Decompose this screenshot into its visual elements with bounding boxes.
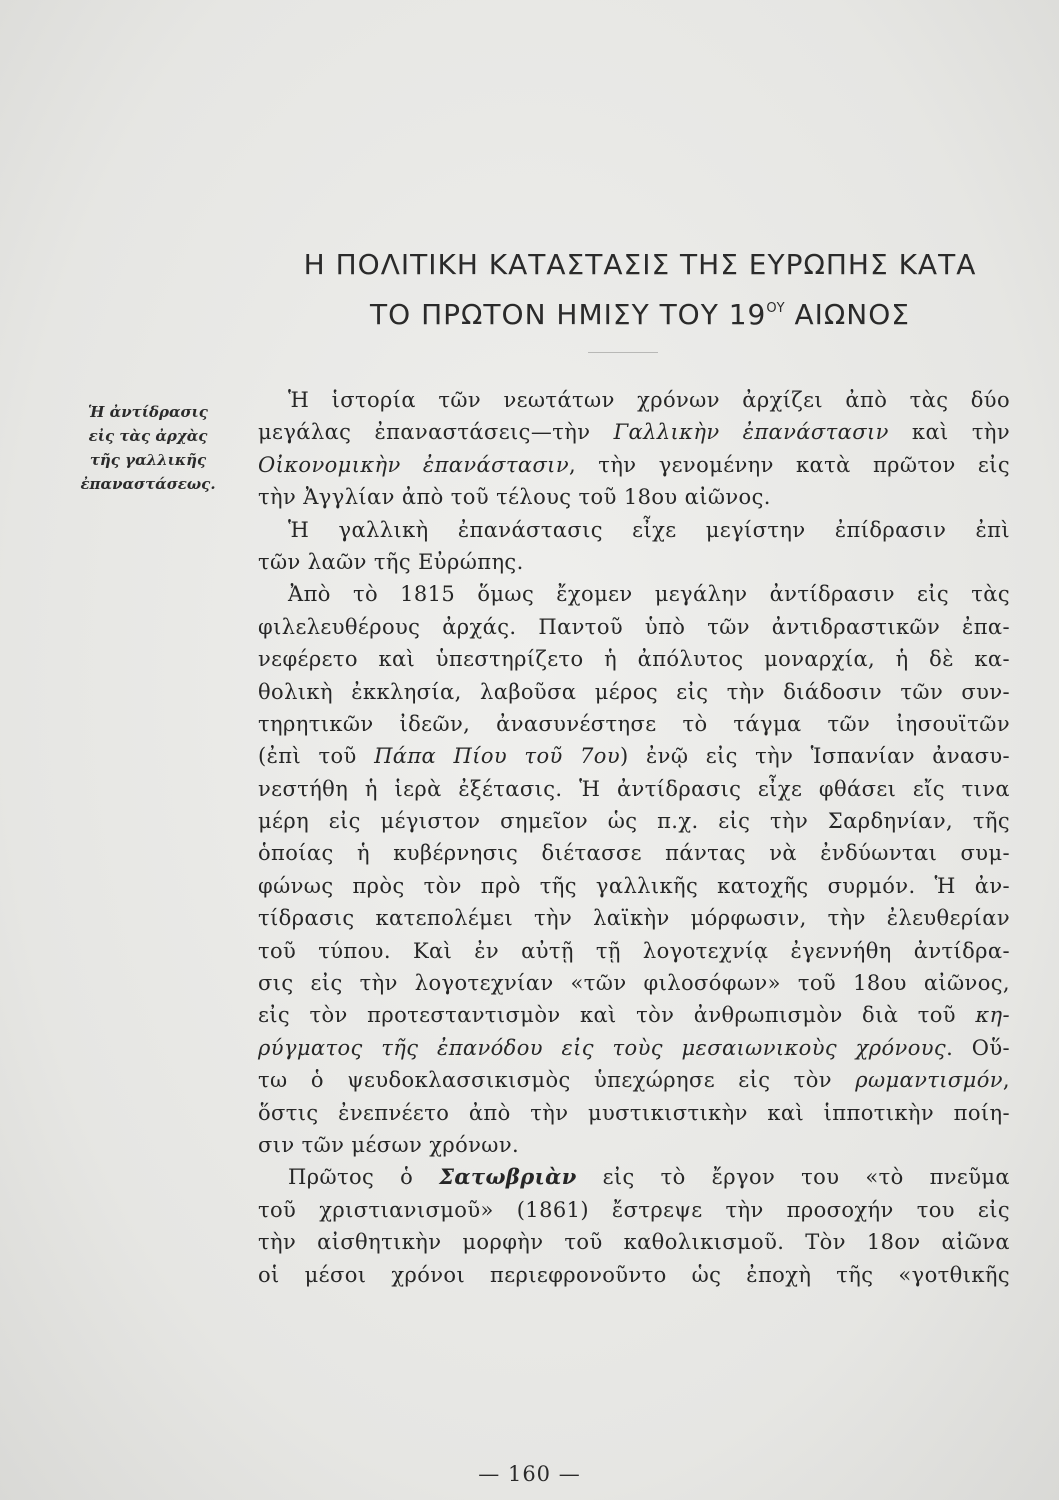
text-line: ρύγματος τῆς ἐπανόδου εἰς τοὺς μεσαιωνικοὺς χρόνους. Οὕ- — [258, 1035, 1010, 1060]
emphasis: Γαλλικὴν ἐπανάστασιν — [613, 420, 889, 445]
text-line: νεφέρετο καὶ ὑπεστηρίζετο ἡ ἀπόλυτος μοναρχία, ἡ δὲ κα- — [258, 647, 1010, 672]
text-line: τοῦ χριστιανισμοῦ» (1861) ἔστρεψε τὴν προσοχήν του εἰς — [258, 1197, 1010, 1222]
margin-note — [58, 400, 238, 496]
text-line: Ἀπὸ τὸ 1815 ὅμως ἔχομεν μεγάλην ἀντίδρασιν εἰς τὰς — [288, 582, 1010, 607]
text-line: μέρη εἰς μέγιστον σημεῖον ὡς π.χ. εἰς τὴν Σαρδηνίαν, τῆς — [258, 809, 1010, 834]
margin-note-line: εἰς τὰς ἀρχὰς — [88, 427, 208, 445]
text-line: τοῦ τύπου. Καὶ ἐν αὐτῇ τῇ λογοτεχνίᾳ ἐγεννήθη ἀντίδρα- — [258, 938, 1010, 963]
chapter-title-line-2 — [250, 298, 1030, 331]
text-line: τὴν αἰσθητικὴν μορφὴν τοῦ καθολικισμοῦ. Τὸν 18ον αἰῶνα — [258, 1230, 1010, 1255]
text-line: τίδρασις κατεπολέμει τὴν λαϊκὴν μόρφωσιν, τὴν ἐλευθερίαν — [258, 906, 1010, 931]
title-text: ΤΟ ΠΡΩΤΟΝ ΗΜΙΣΥ ΤΟΥ 19 — [370, 298, 767, 331]
text-line: σις εἰς τὴν λογοτεχνίαν «τῶν φιλοσόφων» τοῦ 18ου αἰῶνος, — [258, 971, 1010, 996]
text-line: τὴν Ἀγγλίαν ἀπὸ τοῦ τέλους τοῦ 18ου αἰῶνος. — [258, 485, 771, 510]
emphasis: Πάπα Πίου τοῦ 7ου — [374, 744, 621, 769]
chapter-title-line-1: Η ΠΟΛΙΤΙΚΗ ΚΑΤΑΣΤΑΣΙΣ ΤΗΣ ΕΥΡΩΠΗΣ ΚΑΤΑ — [303, 248, 977, 281]
text-line: ὁποίας ἡ κυβέρνησις διέτασσε πάντας νὰ ἐνδύωνται συμ- — [258, 841, 1010, 866]
title-divider — [588, 352, 658, 353]
text-line: Ἡ ἱστορία τῶν νεωτάτων χρόνων ἀρχίζει ἀπὸ τὰς δύο — [288, 388, 1010, 412]
text-line: ὅστις ἐνεπνέετο ἀπὸ τὴν μυστικιστικὴν καὶ ἱπποτικὴν ποίη- — [258, 1100, 1010, 1125]
margin-note-line: ἐπαναστάσεως. — [80, 475, 216, 493]
margin-note-line: Ἡ ἀντίδρασις — [88, 403, 208, 421]
text-line: Ἡ γαλλικὴ ἐπανάστασις εἶχε μεγίστην ἐπίδρασιν ἐπὶ — [288, 517, 1010, 542]
text-line: τῶν λαῶν τῆς Εὐρώπης. — [258, 549, 524, 574]
text-line: Πρῶτος ὁ Σατωβριὰν εἰς τὸ ἔργον του «τὸ πνεῦμα — [288, 1164, 1011, 1190]
text-line: (ἐπὶ τοῦ Πάπα Πίου τοῦ 7ου) ἐνῷ εἰς τὴν Ἱσπανίαν ἀνασυ- — [258, 744, 1010, 769]
text-line: σιν τῶν μέσων χρόνων. — [258, 1132, 520, 1157]
text-line: τω ὁ ψευδοκλασσικισμὸς ὑπεχώρησε εἰς τὸν ρωμαντισμόν, — [258, 1068, 1010, 1093]
text-line: τηρητικῶν ἰδεῶν, ἀνασυνέστησε τὸ τάγμα τῶν ἰησουϊτῶν — [258, 711, 1010, 736]
title-superscript: ΟΥ — [766, 301, 785, 316]
text-line: Οἰκονομικὴν ἐπανάστασιν, τὴν γενομένην κατὰ πρῶτον εἰς — [258, 452, 1010, 477]
emphasis: κη- — [975, 1003, 1010, 1028]
text-line: νεστήθη ἡ ἱερὰ ἐξέτασις. Ἡ ἀντίδρασις εἶχε φθάσει εἴς τινα — [258, 776, 1010, 801]
title-text-end: ΑΙΩΝΟΣ — [784, 298, 910, 331]
emphasis: Οἰκονομικὴν ἐπανάστασιν — [258, 452, 569, 477]
margin-note-line: τῆς γαλλικῆς — [89, 451, 207, 469]
emphasis: ρύγματος τῆς ἐπανόδου εἰς τοὺς μεσαιωνικοὺς χρόνους — [258, 1035, 947, 1060]
emphasis: ρωμαντισμόν — [855, 1068, 1003, 1093]
text-line: φώνως πρὸς τὸν πρὸ τῆς γαλλικῆς κατοχῆς συρμόν. Ἡ ἀν- — [258, 873, 1010, 898]
emphasis-bold: Σατωβριὰν — [439, 1164, 577, 1190]
text-line: θολικὴ ἐκκλησία, λαβοῦσα μέρος εἰς τὴν διάδοσιν τῶν συν- — [258, 679, 1010, 704]
text-line: μεγάλας ἐπαναστάσεις—τὴν Γαλλικὴν ἐπανάστασιν καὶ τὴν — [258, 420, 1010, 445]
page-number: — 160 — — [478, 1462, 581, 1486]
text-line: εἰς τὸν προτεσταντισμὸν καὶ τὸν ἀνθρωπισμὸν διὰ τοῦ κη- — [258, 1003, 1010, 1028]
body-text — [258, 384, 1010, 1291]
text-line: φιλελευθέρους ἀρχάς. Παντοῦ ὑπὸ τῶν ἀντιδραστικῶν ἐπα- — [258, 614, 1010, 639]
text-line: οἱ μέσοι χρόνοι περιεφρονοῦντο ὡς ἐποχὴ τῆς «γοτθικῆς — [258, 1262, 1010, 1287]
